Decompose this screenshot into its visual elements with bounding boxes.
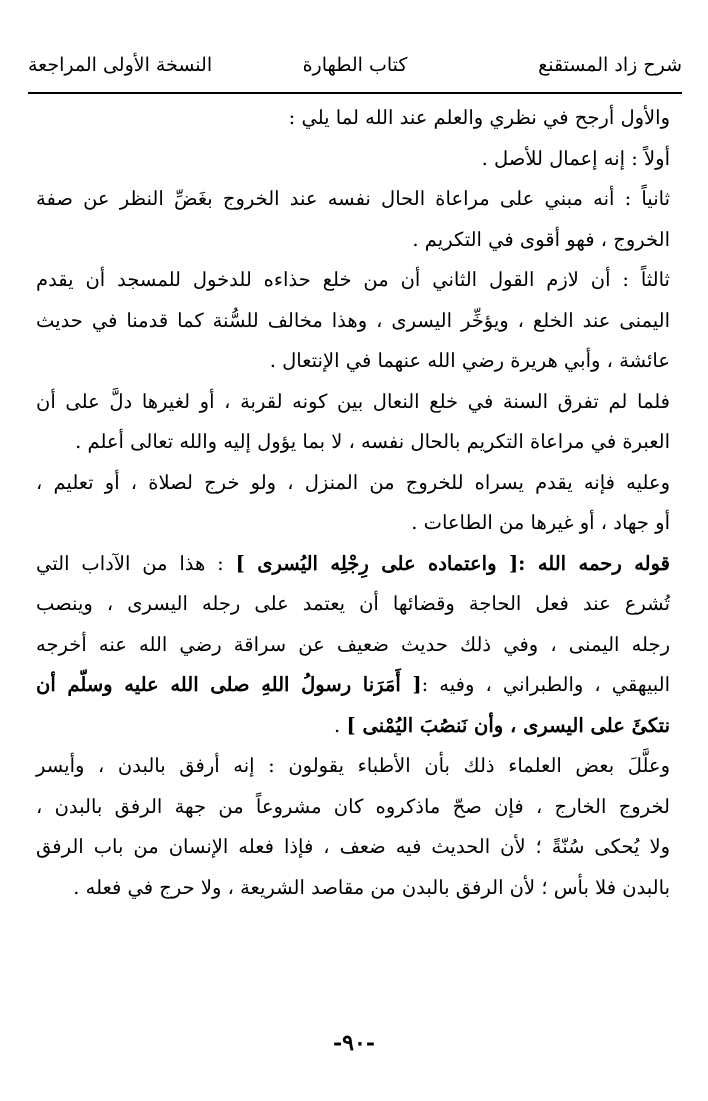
text-line bbox=[36, 544, 670, 585]
line-rest: . bbox=[334, 713, 347, 737]
line-prefix: البيهقي ، والطبراني ، وفيه : bbox=[421, 673, 671, 696]
running-header bbox=[28, 40, 682, 90]
text-line bbox=[36, 706, 670, 747]
text-line: ثانياً : أنه مبني على مراعاة الحال نفسه عند الخروج بغَضِّ النظر عن صفة bbox=[36, 187, 670, 210]
text-line: اليمنى عند الخلع ، ويؤخِّر اليسرى ، وهذا مخالف للسُّنة كما قدمنا في حديث bbox=[36, 308, 670, 332]
text-line: تُشرع عند فعل الحاجة وقضائها أن يعتمد على رجله اليسرى ، وينصب bbox=[36, 592, 670, 615]
header-book-title: شرح زاد المستقنع bbox=[538, 54, 682, 76]
bold-quote: نتكئَ على اليسرى ، وأن نَنصُبَ اليُمْنى ] bbox=[346, 713, 670, 737]
bold-hadith: [ أَمَرَنا رسولُ اللهِ صلى الله عليه وسلّم أن bbox=[36, 673, 422, 696]
text-line: ولا يُحكى سُنّةً ؛ لأن الحديث فيه ضعف ، فإذا فعله الإنسان من باب الرفق bbox=[36, 835, 670, 858]
text-line: العبرة في مراعاة التكريم بالحال نفسه ، لا بما يؤول إليه والله تعالى أعلم . bbox=[75, 430, 670, 453]
text-line: وعليه فإنه يقدم يسراه للخروج من المنزل ، ولو خرج لصلاة ، أو تعليم ، bbox=[36, 470, 670, 494]
text-line: وعلَّلَ بعض العلماء ذلك بأن الأطباء يقولون : إنه أرفق بالبدن ، وأيسر bbox=[36, 754, 670, 777]
text-line: لخروج الخارج ، فإن صحّ ماذكروه كان مشروعاً من جهة الرفق بالبدن ، bbox=[36, 794, 670, 818]
text-line: الخروج ، فهو أقوى في التكريم . bbox=[412, 227, 670, 251]
page-number: -٩٠- bbox=[333, 1030, 375, 1056]
text-line: أو جهاد ، أو غيرها من الطاعات . bbox=[411, 511, 670, 534]
text-line bbox=[36, 665, 670, 706]
header-edition: النسخة الأولى المراجعة bbox=[28, 54, 213, 76]
page-body-text bbox=[36, 98, 670, 908]
bold-quote: قوله رحمه الله :[ واعتماده على رِجْلِه اليُسرى ] bbox=[235, 551, 670, 575]
text-line: والأول أرجح في نظري والعلم عند الله لما يلي : bbox=[288, 106, 670, 129]
header-chapter-title: كتاب الطهارة bbox=[302, 54, 408, 76]
text-line: عائشة ، وأبي هريرة رضي الله عنهما في الإنتعال . bbox=[269, 349, 670, 372]
text-line: فلما لم تفرق السنة في خلع النعال بين كونه لقربة ، أو لغيرها دلَّ على أن bbox=[36, 389, 670, 413]
line-rest: : هذا من الآداب التي bbox=[36, 551, 236, 575]
text-line: ثالثاً : أن لازم القول الثاني أن من خلع حذاءه للدخول للمسجد أن يقدم bbox=[36, 268, 670, 291]
text-line: بالبدن فلا بأس ؛ لأن الرفق بالبدن من مقاصد الشريعة ، ولا حرج في فعله . bbox=[73, 875, 670, 899]
text-line: رجله اليمنى ، وفي ذلك حديث ضعيف عن سراقة رضي الله عنه أخرجه bbox=[36, 632, 670, 656]
text-line: أولاً : إنه إعمال للأصل . bbox=[481, 146, 670, 170]
header-rule bbox=[28, 92, 682, 94]
